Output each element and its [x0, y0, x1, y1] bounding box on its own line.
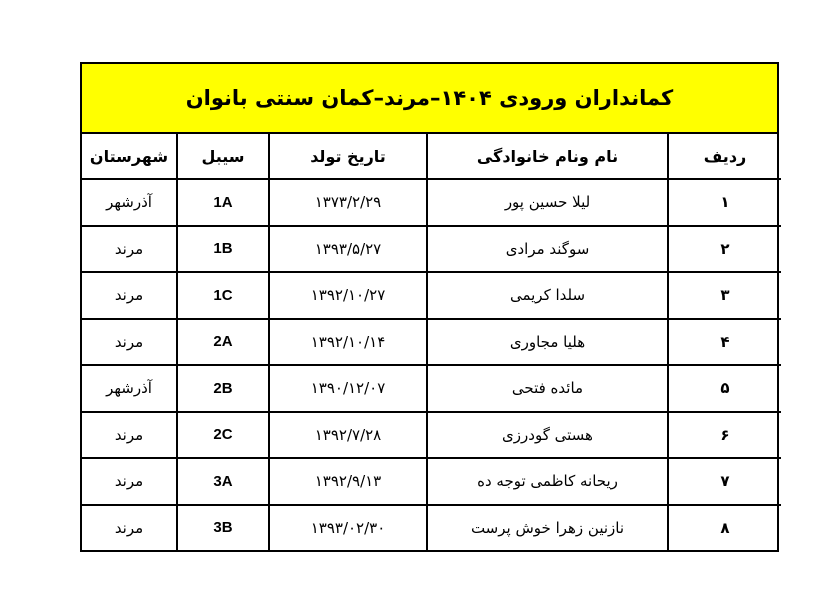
- row-seat: 1A: [177, 179, 269, 226]
- header-row: [82, 134, 781, 179]
- row-seat: 2A: [177, 319, 269, 366]
- row-num: ۵: [668, 365, 781, 412]
- row-seat: 1C: [177, 272, 269, 319]
- row-name: مائده فتحی: [427, 365, 668, 412]
- row-city: مرند: [114, 518, 144, 537]
- row-seat: 3B: [177, 505, 269, 551]
- row-num: ۸: [668, 505, 781, 551]
- row-date: ۱۳۹۳/۰۲/۳۰: [269, 505, 427, 551]
- row-seat: 2B: [177, 365, 269, 412]
- table-row: [82, 365, 781, 412]
- roster-title: کمانداران ورودی ۱۴۰۴–مرند–کمان سنتی بانوان: [82, 64, 777, 134]
- row-date: ۱۳۹۰/۱۲/۰۷: [269, 365, 427, 412]
- row-city: مرند: [82, 272, 177, 319]
- table-row: [82, 319, 781, 366]
- header-city: شهرستان: [82, 134, 177, 179]
- row-city: مرند: [82, 319, 177, 366]
- header-name: نام ونام خانوادگی: [427, 134, 668, 179]
- row-num: ۱: [668, 179, 781, 226]
- row-date: ۱۳۹۲/۱۰/۱۴: [269, 319, 427, 366]
- row-num: ۲: [668, 226, 781, 273]
- table-row: [82, 412, 781, 459]
- roster-table: [82, 134, 781, 550]
- row-date: ۱۳۹۲/۷/۲۸: [269, 412, 427, 459]
- row-name: ریحانه کاظمی توجه ده: [427, 458, 668, 505]
- header-num: ردیف: [668, 134, 781, 179]
- row-city: آذرشهر: [82, 365, 177, 412]
- table-row: [82, 226, 781, 273]
- row-num: ۴: [668, 319, 781, 366]
- row-city: مرند: [82, 458, 177, 505]
- row-name: سلدا کریمی: [427, 272, 668, 319]
- row-name: هستی گودرزی: [427, 412, 668, 459]
- row-num: ۳: [668, 272, 781, 319]
- row-num: ۶: [668, 412, 781, 459]
- row-city: مرند: [82, 412, 177, 459]
- row-date: ۱۳۹۲/۹/۱۳: [269, 458, 427, 505]
- row-num: ۷: [668, 458, 781, 505]
- row-seat: 3A: [177, 458, 269, 505]
- roster-sheet: [80, 62, 779, 552]
- row-seat: 1B: [177, 226, 269, 273]
- row-date: ۱۳۷۳/۲/۲۹: [269, 179, 427, 226]
- table-row: [82, 458, 781, 505]
- row-city: آذرشهر: [82, 179, 177, 226]
- row-name: هلیا مجاوری: [427, 319, 668, 366]
- table-row: [82, 272, 781, 319]
- table-row: [82, 179, 781, 226]
- row-city: مرند: [82, 226, 177, 273]
- row-date: ۱۳۹۲/۱۰/۲۷: [269, 272, 427, 319]
- row-date: ۱۳۹۳/۵/۲۷: [269, 226, 427, 273]
- header-date: تاریخ تولد: [269, 134, 427, 179]
- row-name: لیلا حسین پور: [427, 179, 668, 226]
- header-seat: سیبل: [177, 134, 269, 179]
- table-row: [82, 505, 781, 551]
- row-seat: 2C: [177, 412, 269, 459]
- row-name: سوگند مرادی: [427, 226, 668, 273]
- row-name: نازنین زهرا خوش پرست: [427, 505, 668, 551]
